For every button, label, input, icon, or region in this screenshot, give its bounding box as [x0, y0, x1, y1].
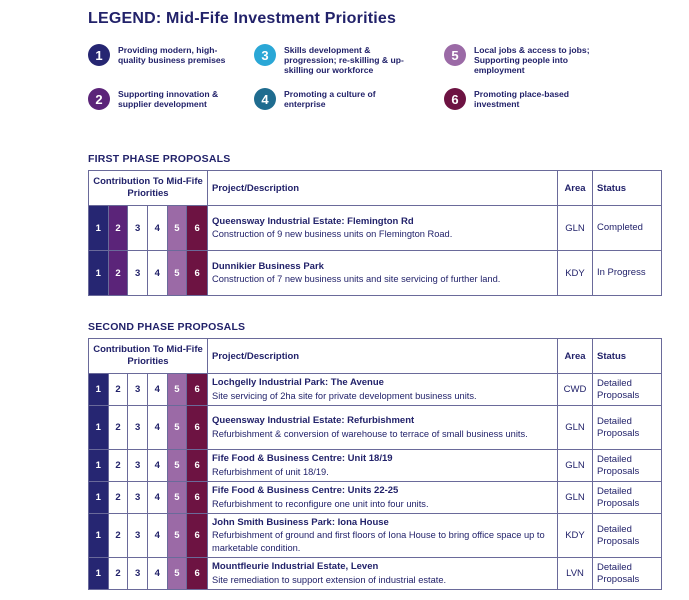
priority-5: 5	[168, 558, 188, 589]
project-cell	[208, 406, 558, 450]
priority-2: 2	[109, 450, 129, 481]
table-row	[89, 251, 662, 296]
priority-2: 2	[109, 406, 129, 449]
status-cell: Detailed Proposals	[593, 514, 662, 558]
legend-text-2: Supporting innovation & supplier development	[118, 89, 219, 109]
priority-cells	[89, 374, 208, 406]
priority-5: 5	[168, 206, 188, 250]
priority-4: 4	[148, 482, 168, 513]
priority-cells	[89, 406, 208, 450]
legend-item-3	[254, 44, 404, 75]
priority-1: 1	[89, 374, 109, 405]
project-cell	[208, 558, 558, 590]
legend-number-2: 2	[88, 88, 110, 110]
priority-3: 3	[128, 450, 148, 481]
priority-6: 6	[187, 514, 207, 557]
status-cell: In Progress	[593, 251, 662, 296]
priority-4: 4	[148, 206, 168, 250]
project-cell	[208, 514, 558, 558]
second-phase-table	[88, 338, 662, 590]
priority-4: 4	[148, 450, 168, 481]
project-name: Dunnikier Business Park	[212, 260, 324, 272]
priority-2: 2	[109, 251, 129, 295]
priority-5: 5	[168, 514, 188, 557]
priority-6: 6	[187, 251, 207, 295]
status-cell: Detailed Proposals	[593, 374, 662, 406]
project-name: Queensway Industrial Estate: Flemington Rd	[212, 215, 414, 227]
status-header: Status	[593, 339, 662, 374]
priority-1: 1	[89, 406, 109, 449]
project-name: Queensway Industrial Estate: Refurbishment	[212, 415, 415, 426]
priority-5: 5	[168, 251, 188, 295]
status-cell: Detailed Proposals	[593, 558, 662, 590]
area-cell: GLN	[558, 450, 593, 482]
priority-1: 1	[89, 514, 109, 557]
legend-text-5: Local jobs & access to jobs; Supporting people into employment	[474, 45, 590, 75]
priority-2: 2	[109, 374, 129, 405]
legend-text-4: Promoting a culture of enterprise	[284, 89, 376, 109]
status-cell: Detailed Proposals	[593, 450, 662, 482]
priority-cells	[89, 514, 208, 558]
project-name: Fife Food & Business Centre: Units 22-25	[212, 485, 399, 496]
area-cell: GLN	[558, 206, 593, 251]
project-name: Fife Food & Business Centre: Unit 18/19	[212, 453, 393, 464]
table-row	[89, 450, 662, 482]
priority-2: 2	[109, 558, 129, 589]
area-cell: GLN	[558, 482, 593, 514]
area-header: Area	[558, 339, 593, 374]
project-description: Refurbishment to reconfigure one unit into four units.	[212, 498, 429, 509]
area-header: Area	[558, 171, 593, 206]
legend-item-4	[254, 88, 404, 110]
legend-number-5: 5	[444, 44, 466, 66]
priority-cells	[89, 251, 208, 296]
priority-cells	[89, 206, 208, 251]
project-header: Project/Description	[208, 171, 558, 206]
legend-item-5	[444, 44, 614, 75]
priority-2: 2	[109, 482, 129, 513]
project-cell	[208, 374, 558, 406]
priority-4: 4	[148, 251, 168, 295]
legend-item-1	[88, 44, 238, 66]
priority-5: 5	[168, 450, 188, 481]
priority-1: 1	[89, 251, 109, 295]
project-description: Construction of 9 new business units on Flemington Road.	[212, 229, 453, 239]
priority-1: 1	[89, 482, 109, 513]
table-row	[89, 482, 662, 514]
priority-3: 3	[128, 251, 148, 295]
legend-item-2	[88, 88, 238, 110]
priority-5: 5	[168, 406, 188, 449]
legend-number-3: 3	[254, 44, 276, 66]
priority-3: 3	[128, 374, 148, 405]
project-description: Refurbishment & conversion of warehouse to terrace of small business units.	[212, 428, 528, 439]
table-header-row	[89, 339, 662, 374]
priority-5: 5	[168, 374, 188, 405]
status-cell: Detailed Proposals	[593, 482, 662, 514]
priority-1: 1	[89, 450, 109, 481]
project-name: Lochgelly Industrial Park: The Avenue	[212, 377, 384, 388]
legend-text-3: Skills development & progression; re-skilling & up-skilling our workforce	[284, 45, 404, 75]
priority-2: 2	[109, 514, 129, 557]
legend-text-1: Providing modern, high-quality business premises	[118, 45, 226, 65]
project-cell	[208, 251, 558, 296]
priority-4: 4	[148, 406, 168, 449]
project-description: Refurbishment of unit 18/19.	[212, 466, 329, 477]
project-name: John Smith Business Park: Iona House	[212, 516, 389, 528]
area-cell: KDY	[558, 514, 593, 558]
legend-number-6: 6	[444, 88, 466, 110]
priority-4: 4	[148, 514, 168, 557]
first-phase-table	[88, 170, 662, 296]
project-cell	[208, 206, 558, 251]
table-row	[89, 206, 662, 251]
status-cell: Detailed Proposals	[593, 406, 662, 450]
priority-4: 4	[148, 374, 168, 405]
priority-3: 3	[128, 558, 148, 589]
project-cell	[208, 450, 558, 482]
table-header-row	[89, 171, 662, 206]
table-row	[89, 374, 662, 406]
project-name: Mountfleurie Industrial Estate, Leven	[212, 561, 379, 572]
priority-cells	[89, 558, 208, 590]
priority-1: 1	[89, 206, 109, 250]
area-cell: CWD	[558, 374, 593, 406]
status-header: Status	[593, 171, 662, 206]
priority-3: 3	[128, 514, 148, 557]
priority-1: 1	[89, 558, 109, 589]
table-row	[89, 558, 662, 590]
legend-number-4: 4	[254, 88, 276, 110]
first-phase-title: FIRST PHASE PROPOSALS	[88, 153, 231, 165]
project-cell	[208, 482, 558, 514]
priority-2: 2	[109, 206, 129, 250]
area-cell: GLN	[558, 406, 593, 450]
project-header: Project/Description	[208, 339, 558, 374]
table-row	[89, 514, 662, 558]
priority-6: 6	[187, 374, 207, 405]
priority-6: 6	[187, 482, 207, 513]
priority-3: 3	[128, 406, 148, 449]
contribution-header: Contribution To Mid-Fife Priorities	[89, 339, 208, 374]
legend-title: LEGEND: Mid-Fife Investment Priorities	[88, 10, 397, 27]
priority-cells	[89, 482, 208, 514]
table-row	[89, 406, 662, 450]
area-cell: LVN	[558, 558, 593, 590]
project-description: Site servicing of 2ha site for private development business units.	[212, 390, 477, 401]
priority-6: 6	[187, 558, 207, 589]
priority-cells	[89, 450, 208, 482]
priority-3: 3	[128, 206, 148, 250]
priority-3: 3	[128, 482, 148, 513]
legend-number-1: 1	[88, 44, 110, 66]
project-description: Refurbishment of ground and first floors of Iona House to bring office space up to marketable condition.	[212, 530, 545, 553]
status-cell: Completed	[593, 206, 662, 251]
second-phase-title: SECOND PHASE PROPOSALS	[88, 321, 246, 333]
priority-6: 6	[187, 450, 207, 481]
legend-text-6: Promoting place-based investment	[474, 89, 570, 109]
legend-item-6	[444, 88, 614, 110]
priority-4: 4	[148, 558, 168, 589]
priority-5: 5	[168, 482, 188, 513]
project-description: Construction of 7 new business units and site servicing of further land.	[212, 274, 501, 284]
area-cell: KDY	[558, 251, 593, 296]
project-description: Site remediation to support extension of industrial estate.	[212, 574, 447, 585]
priority-6: 6	[187, 406, 207, 449]
priority-6: 6	[187, 206, 207, 250]
contribution-header: Contribution To Mid-Fife Priorities	[89, 171, 208, 206]
